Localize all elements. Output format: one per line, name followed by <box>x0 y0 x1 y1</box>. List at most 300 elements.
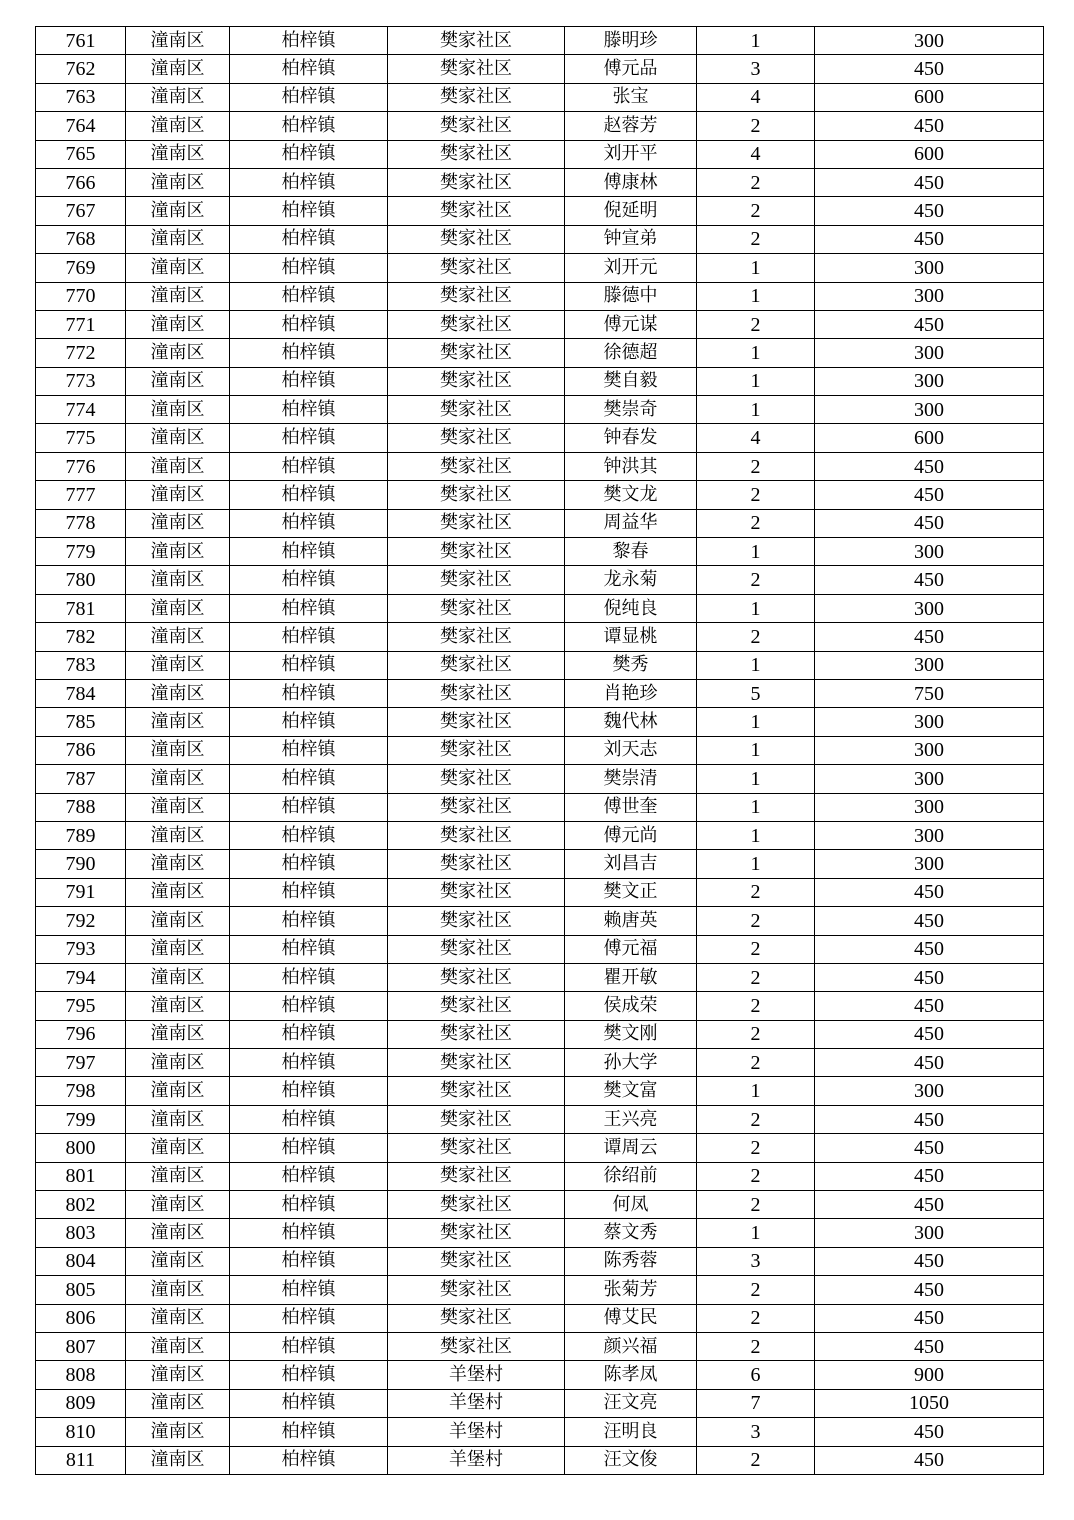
cell-district: 潼南区 <box>126 963 230 991</box>
cell-community: 羊堡村 <box>388 1418 565 1446</box>
cell-persons: 2 <box>697 1332 815 1360</box>
cell-persons: 1 <box>697 339 815 367</box>
cell-amount: 450 <box>815 112 1044 140</box>
cell-town: 柏梓镇 <box>230 481 388 509</box>
cell-amount: 300 <box>815 27 1044 55</box>
cell-town: 柏梓镇 <box>230 736 388 764</box>
cell-name: 樊文正 <box>565 878 697 906</box>
cell-town: 柏梓镇 <box>230 1105 388 1133</box>
table-row <box>36 793 1044 821</box>
cell-town: 柏梓镇 <box>230 1134 388 1162</box>
cell-town: 柏梓镇 <box>230 623 388 651</box>
cell-persons: 2 <box>697 1304 815 1332</box>
cell-community: 樊家社区 <box>388 83 565 111</box>
cell-persons: 2 <box>697 168 815 196</box>
cell-amount: 600 <box>815 424 1044 452</box>
cell-serial-number: 806 <box>36 1304 126 1332</box>
cell-persons: 1 <box>697 27 815 55</box>
cell-town: 柏梓镇 <box>230 708 388 736</box>
cell-town: 柏梓镇 <box>230 1418 388 1446</box>
cell-name: 钟春发 <box>565 424 697 452</box>
cell-town: 柏梓镇 <box>230 963 388 991</box>
cell-persons: 1 <box>697 821 815 849</box>
cell-district: 潼南区 <box>126 424 230 452</box>
table-row <box>36 367 1044 395</box>
cell-community: 樊家社区 <box>388 481 565 509</box>
cell-town: 柏梓镇 <box>230 424 388 452</box>
table-row <box>36 1304 1044 1332</box>
cell-district: 潼南区 <box>126 538 230 566</box>
table-row <box>36 1219 1044 1247</box>
table-row <box>36 1276 1044 1304</box>
table-row <box>36 963 1044 991</box>
cell-amount: 450 <box>815 992 1044 1020</box>
cell-serial-number: 779 <box>36 538 126 566</box>
cell-serial-number: 804 <box>36 1247 126 1275</box>
cell-persons: 7 <box>697 1389 815 1417</box>
cell-town: 柏梓镇 <box>230 1219 388 1247</box>
cell-district: 潼南区 <box>126 992 230 1020</box>
cell-serial-number: 769 <box>36 254 126 282</box>
cell-community: 樊家社区 <box>388 509 565 537</box>
cell-serial-number: 762 <box>36 55 126 83</box>
cell-community: 樊家社区 <box>388 1134 565 1162</box>
cell-serial-number: 768 <box>36 225 126 253</box>
cell-name: 刘天志 <box>565 736 697 764</box>
cell-serial-number: 798 <box>36 1077 126 1105</box>
cell-town: 柏梓镇 <box>230 651 388 679</box>
cell-persons: 4 <box>697 424 815 452</box>
cell-serial-number: 790 <box>36 850 126 878</box>
cell-community: 樊家社区 <box>388 310 565 338</box>
cell-district: 潼南区 <box>126 1389 230 1417</box>
cell-amount: 450 <box>815 509 1044 537</box>
cell-name: 龙永菊 <box>565 566 697 594</box>
cell-town: 柏梓镇 <box>230 793 388 821</box>
table-row <box>36 55 1044 83</box>
cell-amount: 300 <box>815 282 1044 310</box>
cell-name: 傅康林 <box>565 168 697 196</box>
cell-amount: 300 <box>815 1077 1044 1105</box>
cell-amount: 300 <box>815 765 1044 793</box>
cell-district: 潼南区 <box>126 594 230 622</box>
cell-community: 樊家社区 <box>388 623 565 651</box>
cell-community: 樊家社区 <box>388 27 565 55</box>
table-row <box>36 197 1044 225</box>
cell-serial-number: 780 <box>36 566 126 594</box>
cell-town: 柏梓镇 <box>230 339 388 367</box>
cell-name: 张宝 <box>565 83 697 111</box>
cell-district: 潼南区 <box>126 140 230 168</box>
cell-name: 倪纯良 <box>565 594 697 622</box>
cell-district: 潼南区 <box>126 821 230 849</box>
table-row <box>36 765 1044 793</box>
cell-district: 潼南区 <box>126 1304 230 1332</box>
cell-name: 樊崇清 <box>565 765 697 793</box>
cell-town: 柏梓镇 <box>230 254 388 282</box>
cell-community: 樊家社区 <box>388 963 565 991</box>
cell-town: 柏梓镇 <box>230 1191 388 1219</box>
cell-serial-number: 761 <box>36 27 126 55</box>
cell-amount: 450 <box>815 1304 1044 1332</box>
cell-district: 潼南区 <box>126 396 230 424</box>
cell-name: 汪文俊 <box>565 1446 697 1474</box>
cell-serial-number: 782 <box>36 623 126 651</box>
cell-amount: 450 <box>815 623 1044 651</box>
cell-persons: 6 <box>697 1361 815 1389</box>
table-row <box>36 254 1044 282</box>
cell-community: 樊家社区 <box>388 452 565 480</box>
cell-town: 柏梓镇 <box>230 367 388 395</box>
cell-name: 樊秀 <box>565 651 697 679</box>
cell-persons: 4 <box>697 83 815 111</box>
cell-community: 樊家社区 <box>388 1049 565 1077</box>
cell-community: 樊家社区 <box>388 1077 565 1105</box>
cell-community: 樊家社区 <box>388 1304 565 1332</box>
table-row <box>36 679 1044 707</box>
cell-name: 滕明珍 <box>565 27 697 55</box>
cell-town: 柏梓镇 <box>230 55 388 83</box>
cell-community: 樊家社区 <box>388 1247 565 1275</box>
cell-persons: 1 <box>697 367 815 395</box>
cell-town: 柏梓镇 <box>230 821 388 849</box>
cell-serial-number: 791 <box>36 878 126 906</box>
cell-persons: 2 <box>697 907 815 935</box>
cell-amount: 300 <box>815 396 1044 424</box>
cell-name: 钟宣弟 <box>565 225 697 253</box>
cell-community: 樊家社区 <box>388 538 565 566</box>
cell-name: 瞿开敏 <box>565 963 697 991</box>
cell-name: 张菊芳 <box>565 1276 697 1304</box>
cell-name: 刘开平 <box>565 140 697 168</box>
cell-serial-number: 793 <box>36 935 126 963</box>
cell-persons: 2 <box>697 992 815 1020</box>
beneficiary-table <box>35 26 1044 1475</box>
cell-persons: 1 <box>697 594 815 622</box>
cell-community: 樊家社区 <box>388 679 565 707</box>
cell-name: 钟洪其 <box>565 452 697 480</box>
cell-persons: 2 <box>697 225 815 253</box>
cell-community: 樊家社区 <box>388 282 565 310</box>
table-row <box>36 651 1044 679</box>
cell-persons: 3 <box>697 55 815 83</box>
cell-town: 柏梓镇 <box>230 1304 388 1332</box>
cell-name: 侯成荣 <box>565 992 697 1020</box>
cell-district: 潼南区 <box>126 1077 230 1105</box>
cell-amount: 450 <box>815 1276 1044 1304</box>
cell-district: 潼南区 <box>126 1020 230 1048</box>
cell-district: 潼南区 <box>126 1361 230 1389</box>
cell-amount: 450 <box>815 1105 1044 1133</box>
cell-persons: 1 <box>697 254 815 282</box>
cell-serial-number: 799 <box>36 1105 126 1133</box>
cell-community: 樊家社区 <box>388 225 565 253</box>
cell-community: 樊家社区 <box>388 424 565 452</box>
cell-community: 樊家社区 <box>388 1219 565 1247</box>
cell-name: 傅艾民 <box>565 1304 697 1332</box>
cell-persons: 1 <box>697 651 815 679</box>
table-row <box>36 1446 1044 1474</box>
cell-district: 潼南区 <box>126 339 230 367</box>
cell-persons: 1 <box>697 850 815 878</box>
cell-serial-number: 801 <box>36 1162 126 1190</box>
cell-district: 潼南区 <box>126 1191 230 1219</box>
cell-name: 何凤 <box>565 1191 697 1219</box>
cell-community: 樊家社区 <box>388 850 565 878</box>
cell-district: 潼南区 <box>126 1049 230 1077</box>
table-row <box>36 850 1044 878</box>
cell-name: 魏代林 <box>565 708 697 736</box>
cell-persons: 4 <box>697 140 815 168</box>
cell-community: 樊家社区 <box>388 254 565 282</box>
cell-serial-number: 802 <box>36 1191 126 1219</box>
cell-town: 柏梓镇 <box>230 1389 388 1417</box>
cell-serial-number: 778 <box>36 509 126 537</box>
cell-community: 樊家社区 <box>388 651 565 679</box>
cell-amount: 300 <box>815 254 1044 282</box>
cell-name: 樊自毅 <box>565 367 697 395</box>
cell-name: 樊文刚 <box>565 1020 697 1048</box>
cell-town: 柏梓镇 <box>230 1020 388 1048</box>
cell-amount: 450 <box>815 1332 1044 1360</box>
cell-amount: 750 <box>815 679 1044 707</box>
cell-amount: 300 <box>815 1219 1044 1247</box>
cell-serial-number: 776 <box>36 452 126 480</box>
cell-community: 羊堡村 <box>388 1361 565 1389</box>
table-row <box>36 112 1044 140</box>
cell-persons: 2 <box>697 1049 815 1077</box>
cell-serial-number: 805 <box>36 1276 126 1304</box>
cell-community: 樊家社区 <box>388 112 565 140</box>
cell-district: 潼南区 <box>126 1162 230 1190</box>
cell-name: 傅元福 <box>565 935 697 963</box>
cell-district: 潼南区 <box>126 197 230 225</box>
cell-name: 肖艳珍 <box>565 679 697 707</box>
cell-amount: 300 <box>815 821 1044 849</box>
cell-name: 滕德中 <box>565 282 697 310</box>
cell-district: 潼南区 <box>126 282 230 310</box>
table-body <box>36 27 1044 1475</box>
cell-serial-number: 797 <box>36 1049 126 1077</box>
cell-community: 樊家社区 <box>388 396 565 424</box>
cell-amount: 450 <box>815 566 1044 594</box>
cell-town: 柏梓镇 <box>230 765 388 793</box>
cell-persons: 2 <box>697 197 815 225</box>
cell-community: 樊家社区 <box>388 1105 565 1133</box>
cell-name: 傅世奎 <box>565 793 697 821</box>
table-row <box>36 1418 1044 1446</box>
cell-amount: 300 <box>815 594 1044 622</box>
table-row <box>36 1020 1044 1048</box>
table-row <box>36 509 1044 537</box>
cell-amount: 300 <box>815 367 1044 395</box>
cell-serial-number: 811 <box>36 1446 126 1474</box>
cell-name: 赵蓉芳 <box>565 112 697 140</box>
cell-town: 柏梓镇 <box>230 1446 388 1474</box>
cell-name: 周益华 <box>565 509 697 537</box>
cell-amount: 450 <box>815 935 1044 963</box>
cell-amount: 900 <box>815 1361 1044 1389</box>
cell-name: 黎春 <box>565 538 697 566</box>
cell-community: 樊家社区 <box>388 594 565 622</box>
cell-district: 潼南区 <box>126 623 230 651</box>
cell-town: 柏梓镇 <box>230 112 388 140</box>
cell-district: 潼南区 <box>126 651 230 679</box>
cell-serial-number: 785 <box>36 708 126 736</box>
cell-town: 柏梓镇 <box>230 225 388 253</box>
cell-town: 柏梓镇 <box>230 1361 388 1389</box>
cell-district: 潼南区 <box>126 1219 230 1247</box>
cell-name: 颜兴福 <box>565 1332 697 1360</box>
cell-serial-number: 783 <box>36 651 126 679</box>
cell-district: 潼南区 <box>126 878 230 906</box>
cell-district: 潼南区 <box>126 566 230 594</box>
table-row <box>36 878 1044 906</box>
cell-persons: 2 <box>697 481 815 509</box>
cell-district: 潼南区 <box>126 112 230 140</box>
cell-name: 王兴亮 <box>565 1105 697 1133</box>
cell-amount: 450 <box>815 1162 1044 1190</box>
table-row <box>36 1077 1044 1105</box>
cell-amount: 1050 <box>815 1389 1044 1417</box>
cell-persons: 2 <box>697 1105 815 1133</box>
table-row <box>36 83 1044 111</box>
cell-serial-number: 764 <box>36 112 126 140</box>
cell-community: 樊家社区 <box>388 367 565 395</box>
cell-persons: 1 <box>697 736 815 764</box>
table-row <box>36 538 1044 566</box>
cell-town: 柏梓镇 <box>230 452 388 480</box>
table-row <box>36 424 1044 452</box>
cell-amount: 450 <box>815 1247 1044 1275</box>
cell-serial-number: 767 <box>36 197 126 225</box>
cell-persons: 1 <box>697 282 815 310</box>
cell-persons: 2 <box>697 310 815 338</box>
table-row <box>36 452 1044 480</box>
cell-amount: 450 <box>815 1020 1044 1048</box>
table-row <box>36 225 1044 253</box>
cell-persons: 2 <box>697 963 815 991</box>
cell-town: 柏梓镇 <box>230 1162 388 1190</box>
table-row <box>36 594 1044 622</box>
cell-amount: 300 <box>815 708 1044 736</box>
cell-name: 汪文亮 <box>565 1389 697 1417</box>
cell-persons: 3 <box>697 1418 815 1446</box>
cell-community: 樊家社区 <box>388 765 565 793</box>
table-row <box>36 140 1044 168</box>
cell-persons: 2 <box>697 878 815 906</box>
cell-community: 樊家社区 <box>388 821 565 849</box>
cell-name: 赖唐英 <box>565 907 697 935</box>
table-row <box>36 1162 1044 1190</box>
cell-serial-number: 775 <box>36 424 126 452</box>
table-row <box>36 168 1044 196</box>
cell-name: 傅元品 <box>565 55 697 83</box>
cell-persons: 2 <box>697 623 815 651</box>
cell-serial-number: 766 <box>36 168 126 196</box>
cell-name: 傅元谋 <box>565 310 697 338</box>
cell-district: 潼南区 <box>126 736 230 764</box>
cell-town: 柏梓镇 <box>230 1077 388 1105</box>
cell-town: 柏梓镇 <box>230 538 388 566</box>
cell-persons: 2 <box>697 1134 815 1162</box>
cell-town: 柏梓镇 <box>230 594 388 622</box>
table-row <box>36 708 1044 736</box>
table-row <box>36 27 1044 55</box>
cell-persons: 1 <box>697 1077 815 1105</box>
cell-serial-number: 773 <box>36 367 126 395</box>
cell-persons: 2 <box>697 452 815 480</box>
cell-town: 柏梓镇 <box>230 907 388 935</box>
cell-town: 柏梓镇 <box>230 878 388 906</box>
cell-town: 柏梓镇 <box>230 1276 388 1304</box>
table-row <box>36 935 1044 963</box>
cell-serial-number: 788 <box>36 793 126 821</box>
cell-district: 潼南区 <box>126 55 230 83</box>
cell-amount: 450 <box>815 1418 1044 1446</box>
cell-community: 樊家社区 <box>388 708 565 736</box>
cell-name: 谭周云 <box>565 1134 697 1162</box>
cell-amount: 450 <box>815 963 1044 991</box>
cell-persons: 2 <box>697 566 815 594</box>
table-row <box>36 736 1044 764</box>
cell-district: 潼南区 <box>126 481 230 509</box>
cell-persons: 1 <box>697 396 815 424</box>
cell-serial-number: 763 <box>36 83 126 111</box>
table-row <box>36 282 1044 310</box>
cell-district: 潼南区 <box>126 1276 230 1304</box>
table-row <box>36 310 1044 338</box>
cell-town: 柏梓镇 <box>230 83 388 111</box>
cell-amount: 450 <box>815 1446 1044 1474</box>
cell-amount: 300 <box>815 793 1044 821</box>
cell-serial-number: 789 <box>36 821 126 849</box>
cell-district: 潼南区 <box>126 310 230 338</box>
cell-amount: 300 <box>815 651 1044 679</box>
cell-persons: 3 <box>697 1247 815 1275</box>
cell-community: 樊家社区 <box>388 992 565 1020</box>
cell-town: 柏梓镇 <box>230 935 388 963</box>
cell-community: 樊家社区 <box>388 1332 565 1360</box>
cell-community: 樊家社区 <box>388 197 565 225</box>
cell-town: 柏梓镇 <box>230 396 388 424</box>
table-row <box>36 992 1044 1020</box>
cell-name: 刘开元 <box>565 254 697 282</box>
cell-amount: 450 <box>815 310 1044 338</box>
cell-district: 潼南区 <box>126 254 230 282</box>
cell-town: 柏梓镇 <box>230 1049 388 1077</box>
cell-serial-number: 808 <box>36 1361 126 1389</box>
cell-name: 樊文富 <box>565 1077 697 1105</box>
cell-town: 柏梓镇 <box>230 27 388 55</box>
cell-district: 潼南区 <box>126 83 230 111</box>
cell-serial-number: 800 <box>36 1134 126 1162</box>
cell-name: 樊崇奇 <box>565 396 697 424</box>
cell-serial-number: 810 <box>36 1418 126 1446</box>
cell-district: 潼南区 <box>126 1446 230 1474</box>
cell-district: 潼南区 <box>126 168 230 196</box>
cell-community: 樊家社区 <box>388 1020 565 1048</box>
cell-amount: 450 <box>815 1134 1044 1162</box>
cell-serial-number: 794 <box>36 963 126 991</box>
cell-serial-number: 786 <box>36 736 126 764</box>
cell-amount: 450 <box>815 1049 1044 1077</box>
cell-community: 樊家社区 <box>388 1276 565 1304</box>
cell-name: 蔡文秀 <box>565 1219 697 1247</box>
cell-district: 潼南区 <box>126 452 230 480</box>
cell-serial-number: 772 <box>36 339 126 367</box>
cell-community: 樊家社区 <box>388 566 565 594</box>
